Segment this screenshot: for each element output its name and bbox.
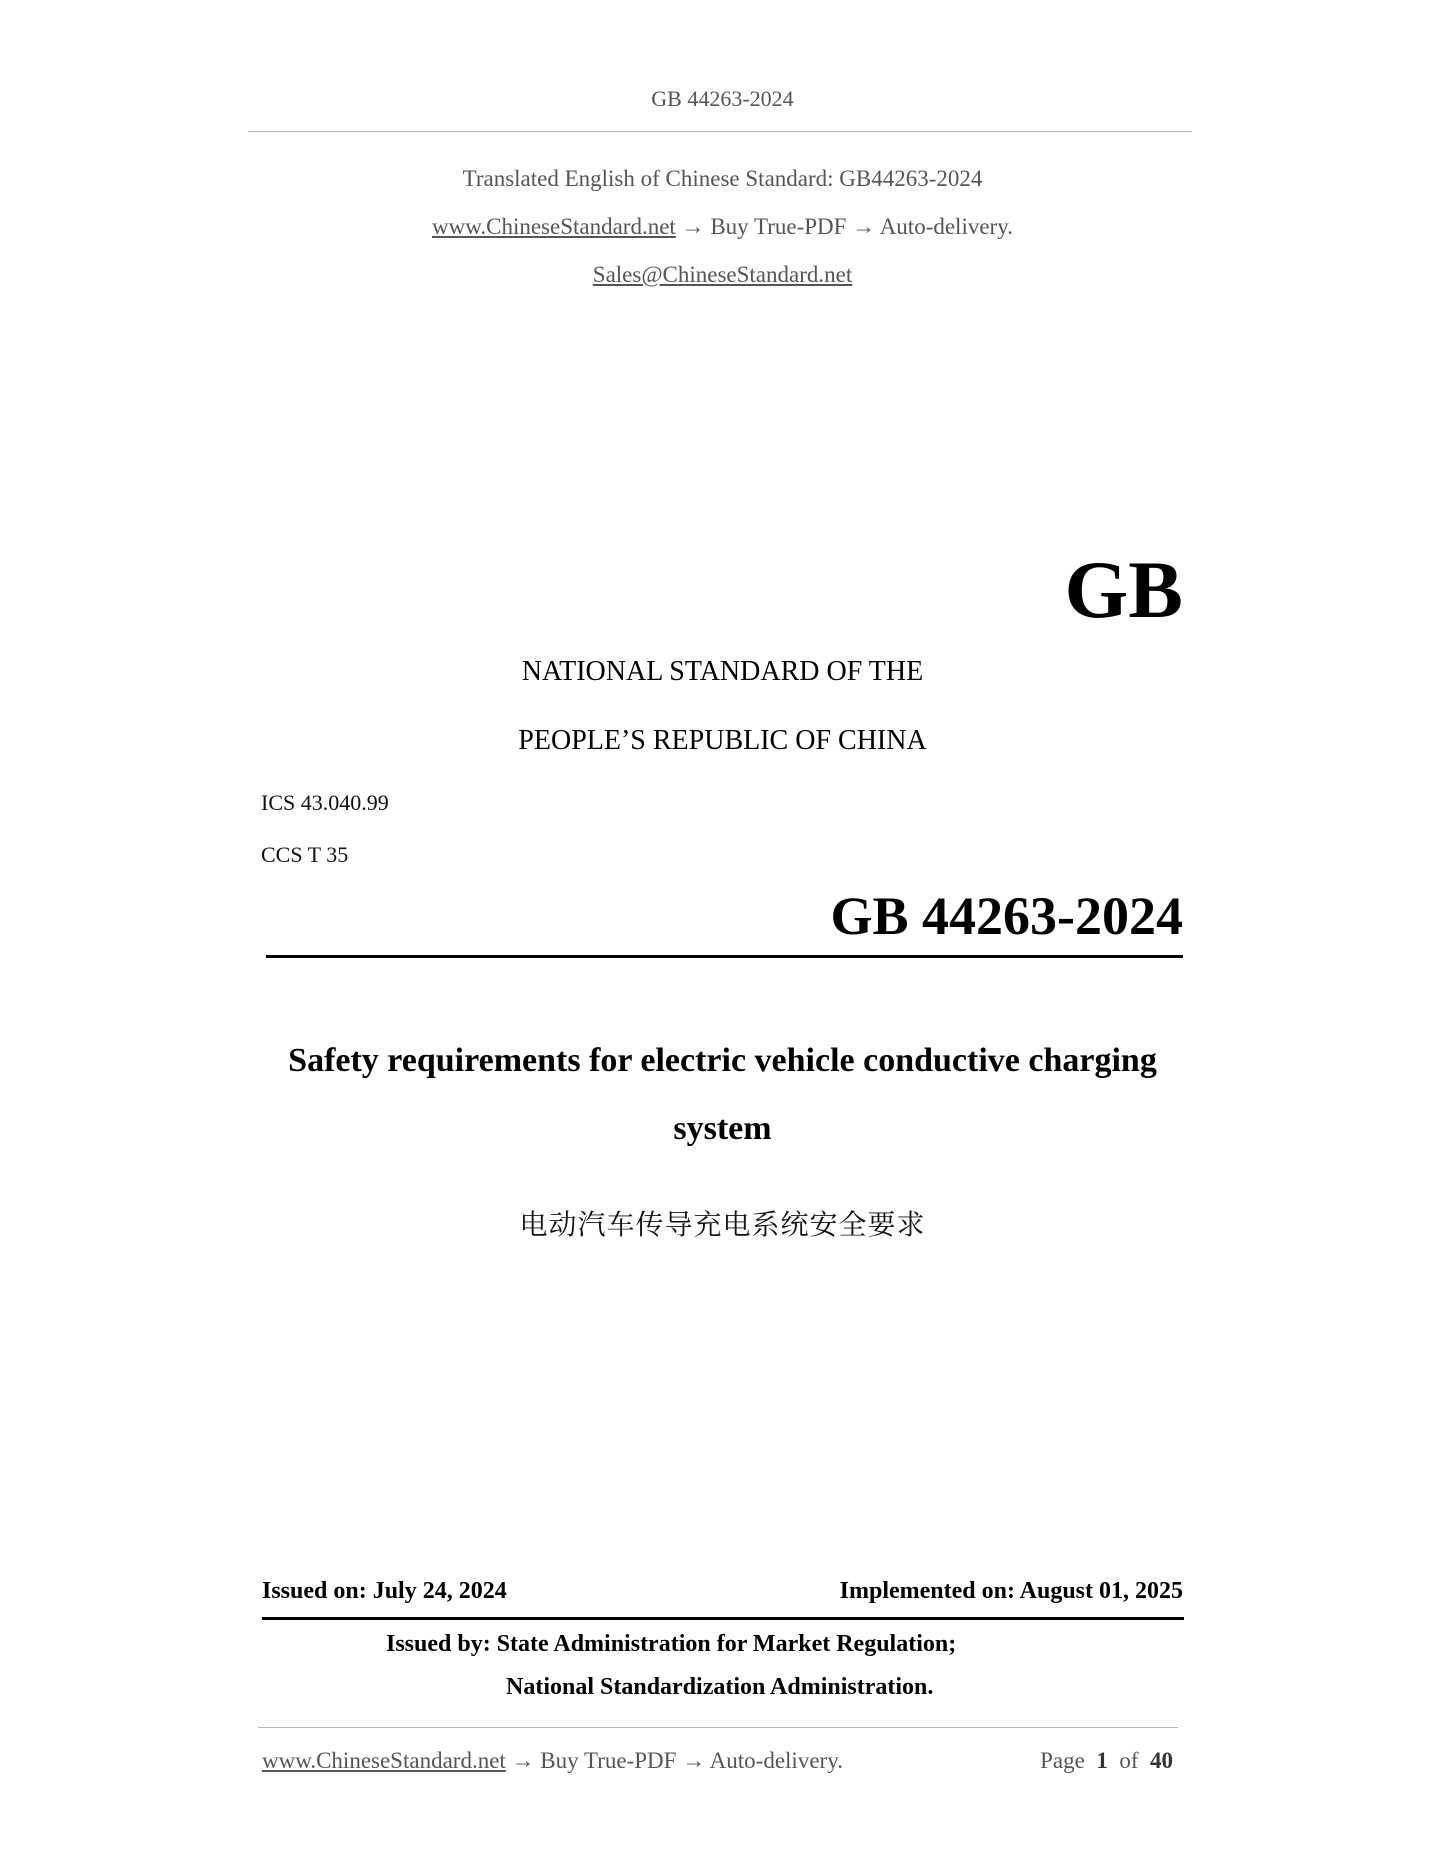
title-english-line-2: system xyxy=(673,1110,772,1147)
footer-divider xyxy=(258,1727,1178,1728)
ics-code: ICS 43.040.99 xyxy=(261,790,389,815)
issued-on: Issued on: July 24, 2024 xyxy=(262,1578,507,1604)
page-indicator xyxy=(1040,1745,1173,1777)
standard-number: GB 44263-2024 xyxy=(830,886,1183,946)
title-english-line-1: Safety requirements for electric vehicle conductive charging xyxy=(288,1042,1157,1079)
arrow-right-icon: → xyxy=(681,214,705,239)
arrow-right-icon: → xyxy=(511,1748,535,1773)
arrow-right-icon: → xyxy=(852,214,876,239)
footer-buy-text: Buy True-PDF xyxy=(540,1748,677,1773)
standard-number-rule xyxy=(266,955,1183,958)
title-chinese: 电动汽车传导充电系统安全要求 xyxy=(519,1208,926,1241)
issued-by-line-2: National Standardization Administration. xyxy=(506,1674,934,1700)
footer-promo xyxy=(262,1745,843,1777)
page-of-label: of xyxy=(1119,1748,1139,1773)
arrow-right-icon: → xyxy=(682,1748,706,1773)
page-label: Page xyxy=(1040,1748,1085,1773)
translated-line: Translated English of Chinese Standard: GB44263-2024 xyxy=(462,166,983,191)
page-total: 40 xyxy=(1150,1748,1173,1773)
site-link[interactable]: www.ChineseStandard.net xyxy=(432,214,676,239)
header-divider xyxy=(248,131,1192,132)
buy-true-pdf-text: Buy True-PDF xyxy=(710,214,847,239)
implemented-on: Implemented on: August 01, 2025 xyxy=(839,1578,1183,1604)
dates-rule xyxy=(262,1617,1184,1620)
national-standard-line-2: PEOPLE’S REPUBLIC OF CHINA xyxy=(518,725,927,756)
footer-delivery-text: Auto-delivery. xyxy=(709,1748,843,1773)
issued-by-line-1: Issued by: State Administration for Market Regulation; xyxy=(386,1631,957,1657)
promo-link-line xyxy=(0,211,1445,243)
sales-email-link[interactable]: Sales@ChineseStandard.net xyxy=(592,262,853,287)
ccs-code: CCS T 35 xyxy=(261,842,349,867)
running-header: GB 44263-2024 xyxy=(651,86,794,111)
auto-delivery-text: Auto-delivery. xyxy=(879,214,1013,239)
title-english xyxy=(262,1027,1183,1163)
sales-line xyxy=(0,259,1445,291)
national-standard-line-1: NATIONAL STANDARD OF THE xyxy=(521,656,924,687)
gb-mark: GB xyxy=(1064,544,1183,635)
page-current: 1 xyxy=(1096,1748,1108,1773)
footer-site-link[interactable]: www.ChineseStandard.net xyxy=(262,1748,506,1773)
